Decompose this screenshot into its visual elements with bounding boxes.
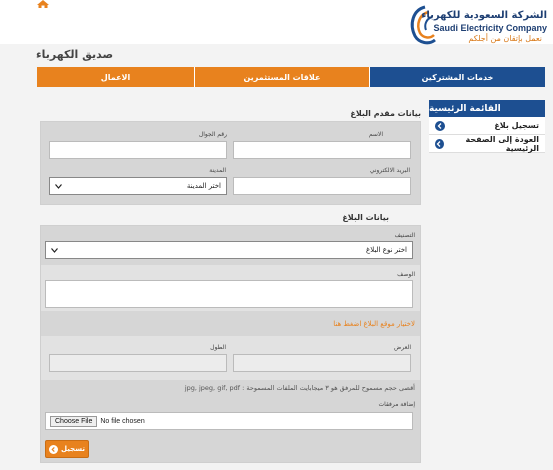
- attachment-hint: أقصى حجم مسموح للمرفق هو ٣ ميجابايت الملفات المسموحة : jpg, jpeg, gif, pdf: [184, 384, 415, 392]
- longitude-input[interactable]: [49, 354, 227, 372]
- tab-customer-services[interactable]: خدمات المشتركين: [370, 67, 545, 87]
- email-input[interactable]: [233, 177, 411, 195]
- sidebar-title: القائمة الرئيسية: [429, 100, 545, 117]
- reporter-section-title: بيانات مقدم البلاغ: [350, 109, 421, 118]
- chevron-down-icon: [51, 248, 58, 253]
- sidebar: [429, 100, 545, 153]
- sidebar-item-label: العودة إلى الصفحة الرئيسية: [465, 134, 539, 153]
- logo-english-text: Saudi Electricity Company: [433, 23, 547, 33]
- submit-button[interactable]: [45, 440, 89, 458]
- description-textarea[interactable]: [45, 280, 413, 308]
- home-icon[interactable]: [37, 0, 49, 8]
- tab-investor-relations[interactable]: علاقات المستثمرين: [195, 67, 370, 87]
- name-input[interactable]: [233, 141, 411, 159]
- mobile-label: رقم الجوال: [198, 131, 227, 138]
- city-select-value: اختر المدينة: [186, 182, 221, 190]
- email-label: البريد الالكتروني: [369, 167, 410, 174]
- category-select[interactable]: [45, 241, 413, 259]
- company-logo[interactable]: [407, 4, 547, 46]
- choose-location-link[interactable]: لاختيار موقع البلاغ اضغط هنا: [333, 320, 415, 328]
- file-input[interactable]: [45, 412, 413, 430]
- sidebar-item-register-report[interactable]: [429, 117, 545, 135]
- report-section-title: بيانات البلاغ: [342, 213, 389, 222]
- header-bar: [0, 0, 553, 44]
- city-label: المدينة: [209, 167, 226, 174]
- category-select-value: اختر نوع البلاغ: [366, 246, 407, 254]
- description-label: الوصف: [397, 271, 415, 278]
- mobile-input[interactable]: [49, 141, 227, 159]
- submit-label: تسجيل: [61, 445, 85, 453]
- arrow-left-circle-icon: [49, 445, 58, 454]
- tab-business[interactable]: الاعمال: [37, 67, 195, 87]
- name-label: الاسم: [368, 131, 383, 138]
- main-nav: [37, 67, 545, 87]
- latitude-input[interactable]: [233, 354, 411, 372]
- latitude-label: العرض: [394, 344, 411, 351]
- arrow-left-circle-icon: [435, 139, 444, 149]
- attachment-label: إضافة مرفقات: [378, 401, 415, 408]
- choose-file-button[interactable]: Choose File: [50, 416, 97, 427]
- logo-arabic-text: الشركة السعودية للكهرباء: [421, 10, 547, 21]
- longitude-label: الطول: [210, 344, 226, 351]
- chevron-down-icon: [55, 184, 62, 189]
- arrow-left-circle-icon: [435, 121, 445, 131]
- file-status: No file chosen: [100, 417, 145, 425]
- sidebar-item-back-home[interactable]: [429, 135, 545, 153]
- sidebar-item-label: تسجيل بلاغ: [494, 121, 539, 130]
- page-title: صديق الكهرباء: [36, 48, 114, 61]
- category-label: التصنيف: [394, 232, 415, 239]
- city-select[interactable]: [49, 177, 227, 195]
- logo-tagline: نعمل بإتقان من أجلكم: [468, 34, 542, 43]
